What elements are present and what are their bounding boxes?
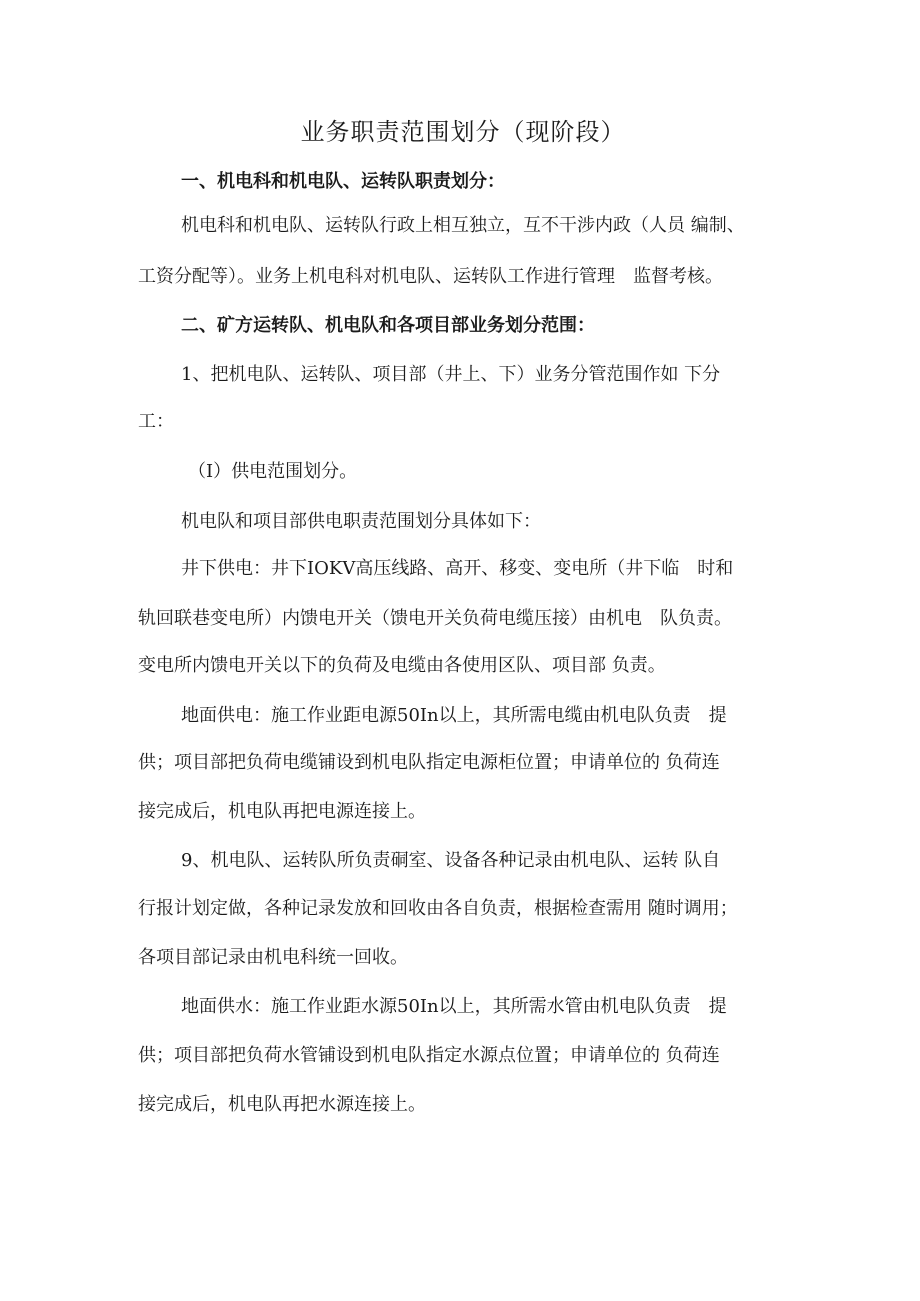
subsection-heading: （I）供电范围划分。 <box>188 461 358 482</box>
paragraph-line: 地面供电：施工作业距电源50In以上，其所需电缆由机电队负责 提 <box>181 705 727 726</box>
paragraph-line: 供；项目部把负荷水管铺设到机电队指定水源点位置；申请单位的 负荷连 <box>138 1045 720 1066</box>
paragraph-line: 井下供电：井下IOKV高压线路、高开、移变、变电所（井下临 时和 <box>181 558 734 579</box>
section-heading-2: 二、矿方运转队、机电队和各项目部业务划分范围： <box>181 315 595 336</box>
paragraph-line: 9、机电队、运转队所负责硐室、设备各种记录由机电队、运转 队自 <box>181 850 721 871</box>
paragraph-line: 变电所内馈电开关以下的负荷及电缆由各使用区队、项目部 负责。 <box>138 655 666 676</box>
paragraph-line: 供；项目部把负荷电缆铺设到机电队指定电源柜位置；申请单位的 负荷连 <box>138 752 720 773</box>
paragraph-line: 各项目部记录由机电科统一回收。 <box>138 947 408 968</box>
paragraph-line: 工资分配等）。业务上机电科对机电队、运转队工作进行管理 监督考核。 <box>138 266 723 287</box>
paragraph-line: 接完成后，机电队再把水源连接上。 <box>138 1094 426 1115</box>
paragraph-line: 1、把机电队、运转队、项目部（井上、下）业务分管范围作如 下分 <box>181 364 721 385</box>
paragraph-line: 机电科和机电队、运转队行政上相互独立，互不干涉内政（人员 编制、 <box>181 215 745 236</box>
paragraph-line: 工： <box>138 411 174 432</box>
paragraph-line: 机电队和项目部供电职责范围划分具体如下： <box>181 511 541 532</box>
paragraph-line: 地面供水：施工作业距水源50In以上，其所需水管由机电队负责 提 <box>181 996 727 1017</box>
document-title: 业务职责范围划分（现阶段） <box>300 118 626 146</box>
section-heading-1: 一、机电科和机电队、运转队职责划分： <box>181 171 505 192</box>
paragraph-line: 轨回联巷变电所）内馈电开关（馈电开关负荷电缆压接）由机电 队负责。 <box>138 608 732 629</box>
paragraph-line: 行报计划定做，各种记录发放和回收由各自负责，根据检查需用 随时调用； <box>138 898 738 919</box>
paragraph-line: 接完成后，机电队再把电源连接上。 <box>138 801 426 822</box>
